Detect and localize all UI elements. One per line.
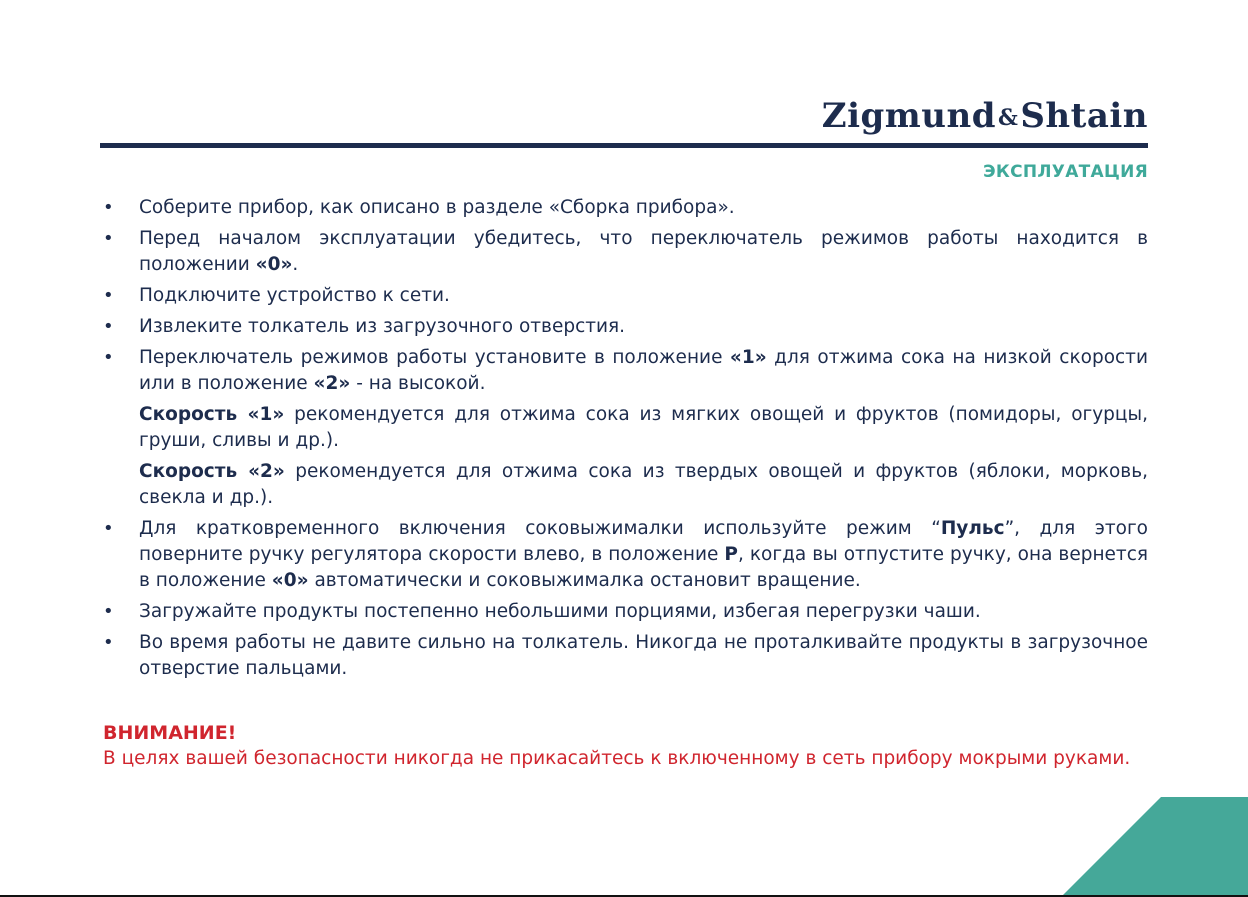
item-text: Подключите устройство к сети. (139, 285, 450, 306)
item-bold: P (724, 544, 738, 565)
brand-name-left: Zigmund (821, 96, 996, 136)
item-text: Для кратковременного включения соковыжималки используйте режим “ (139, 518, 941, 539)
list-item (100, 314, 1148, 340)
item-text: Соберите прибор, как описано в разделе «Сборка прибора». (139, 197, 735, 218)
item-text: автоматически и соковыжималка остановит вращение. (308, 570, 861, 591)
item-text: Переключатель режимов работы установите в положение (139, 347, 730, 368)
item-text: Извлеките толкатель из загрузочного отверстия. (139, 316, 626, 337)
speed-note (100, 459, 1148, 511)
note-bold: Скорость «2» (139, 461, 285, 482)
brand-ampersand: & (997, 105, 1019, 131)
header-divider (100, 143, 1148, 148)
item-bold: Пульс (940, 518, 1005, 539)
section-title: ЭКСПЛУАТАЦИЯ (983, 162, 1148, 182)
item-bold: «0» (271, 570, 309, 591)
item-text: Во время работы не давите сильно на толкатель. Никогда не проталкивайте продукты в загрузочное отверстие пальцами. (139, 632, 1148, 679)
list-item (100, 283, 1148, 309)
item-text: Загружайте продукты постепенно небольшими порциями, избегая перегрузки чаши. (139, 601, 981, 622)
list-item (100, 516, 1148, 594)
list-item (100, 226, 1148, 278)
speed-note (100, 402, 1148, 454)
item-text: ”, для этого поверните ручку регулятора скорости влево, в положение (139, 518, 1148, 565)
decorative-corner-shape (1061, 797, 1248, 897)
brand-logo (822, 96, 1148, 138)
list-item (100, 630, 1148, 682)
note-text: рекомендуется для отжима сока из твердых овощей и фруктов (яблоки, морковь, свекла и др.). (139, 461, 1148, 508)
list-item (100, 345, 1148, 397)
list-item (100, 599, 1148, 625)
item-text: для отжима сока на низкой скорости или в положение (139, 347, 1148, 394)
item-text: - на высокой. (350, 373, 486, 394)
warning-text: В целях вашей безопасности никогда не прикасайтесь к включенному в сеть прибору мокрыми руками. (103, 748, 1131, 769)
brand-name-right: Shtain (1020, 96, 1148, 136)
item-bold: «1» (729, 347, 767, 368)
list-item (100, 195, 1148, 221)
instructions-list (100, 195, 1148, 687)
item-text: Перед началом эксплуатации убедитесь, что переключатель режимов работы находится в положении (139, 228, 1148, 275)
warning-title: ВНИМАНИЕ! (103, 722, 237, 744)
item-bold: «0» (255, 254, 293, 275)
note-bold: Скорость «1» (139, 404, 285, 425)
item-text: . (292, 254, 299, 275)
item-bold: «2» (313, 373, 351, 394)
note-text: рекомендуется для отжима сока из мягких овощей и фруктов (помидоры, огурцы, груши, сливы и др.). (139, 404, 1149, 451)
warning-block (103, 720, 1130, 772)
item-text: , когда вы отпустите ручку, она вернется в положение (139, 544, 1149, 591)
